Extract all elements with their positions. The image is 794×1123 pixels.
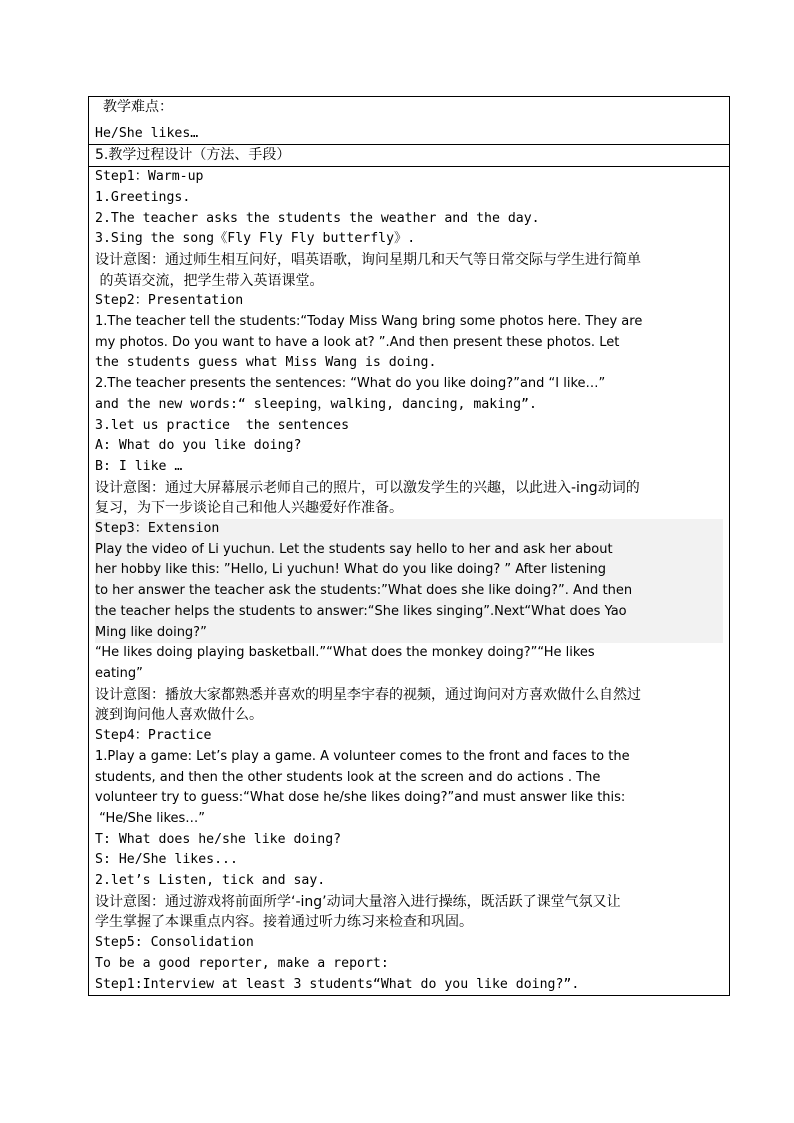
design-intent-line: 的英语交流，把学生带入英语课堂。	[95, 272, 324, 289]
body-line: 3.Sing the song《Fly Fly Fly butterfly》.	[95, 231, 416, 247]
body-line: volunteer try to guess:“What dose he/she likes doing?”and must answer like this:	[95, 790, 626, 806]
body-line: the teacher helps the students to answer:“She likes singing”.Next“What does Yao	[95, 603, 627, 619]
document-page	[88, 96, 730, 996]
body-line: 1.Greetings.	[95, 189, 191, 205]
body-line: the students guess what Miss Wang is doing.	[95, 355, 437, 371]
design-intent-line: 设计意图：通过大屏幕展示老师自己的照片，可以激发学生的兴趣，以此进入-ing动词的	[95, 479, 640, 496]
body-line: Ming like doing?”	[95, 624, 207, 640]
design-intent-line: 复习，为下一步谈论自己和他人兴趣爱好作准备。	[95, 500, 403, 517]
body-line: eating”	[95, 665, 143, 681]
body-line: 2.The teacher presents the sentences: “What do you like doing?”and “I like…”	[95, 376, 606, 392]
body-line: my photos. Do you want to have a look at? ”.And then present these photos. Let	[95, 334, 620, 350]
body-line: Play the video of Li yuchun. Let the students say hello to her and ask her about	[95, 541, 613, 557]
process-heading-row	[89, 145, 730, 167]
body-line: B: I like …	[95, 458, 183, 474]
body-line: To be a good reporter, make a report:	[95, 955, 389, 971]
body-line: 3.let us practice the sentences	[95, 417, 350, 433]
design-intent-line: 设计意图：播放大家都熟悉并喜欢的明星李宇春的视频，通过询问对方喜欢做什么自然过	[95, 686, 641, 703]
difficulty-heading: 教学难点：	[103, 99, 173, 115]
step1-heading: Step1：Warm-up	[95, 169, 204, 185]
body-line: 1.Play a game: Let’s play a game. A volunteer comes to the front and faces to the	[95, 748, 630, 764]
difficulty-content: He/She likes…	[95, 125, 199, 141]
process-body-cell	[89, 167, 730, 996]
body-line: “He/She likes…”	[95, 810, 206, 826]
difficulty-row	[89, 97, 730, 145]
body-line: S: He/She likes...	[95, 852, 238, 868]
body-line: 2.The teacher asks the students the weather and the day.	[95, 210, 540, 226]
design-intent-line: 学生掌握了本课重点内容。接着通过听力练习来检查和巩固。	[95, 914, 473, 931]
step3-shaded-block	[95, 519, 723, 643]
difficulty-cell	[89, 97, 730, 145]
body-line: her hobby like this: ”Hello, Li yuchun! What do you like doing? ” After listening	[95, 562, 607, 578]
body-line: 1.The teacher tell the students:“Today Miss Wang bring some photos here. They are	[95, 314, 643, 330]
process-heading-cell	[89, 145, 730, 167]
body-line: and the new words:“ sleeping，walking, dancing, making”.	[95, 396, 537, 412]
step5-heading: Step5: Consolidation	[95, 935, 254, 951]
step3-heading: Step3：Extension	[95, 521, 220, 537]
lesson-plan-table	[88, 96, 730, 996]
body-line: students, and then the other students look at the screen and do actions . The	[95, 769, 601, 785]
body-line: A: What do you like doing?	[95, 438, 302, 454]
process-heading: 5.教学过程设计（方法、手段）	[95, 147, 291, 164]
design-intent-line: 设计意图：通过师生相互问好，唱英语歌，询问星期几和天气等日常交际与学生进行简单	[95, 251, 641, 268]
body-line: to her answer the teacher ask the students:”What does she like doing?”. And then	[95, 583, 633, 599]
process-body-row	[89, 167, 730, 996]
step4-heading: Step4：Practice	[95, 728, 212, 744]
body-line: 2.let’s Listen, tick and say.	[95, 873, 326, 889]
design-intent-line: 设计意图：通过游戏将前面所学‘-ing’动词大量溶入进行操练，既活跃了课堂气氛又让	[95, 893, 621, 910]
step2-heading: Step2：Presentation	[95, 293, 244, 309]
body-line: “He likes doing playing basketball.”“What does the monkey doing?”“He likes	[95, 645, 595, 661]
body-line: T: What does he/she like doing?	[95, 831, 342, 847]
design-intent-line: 渡到询问他人喜欢做什么。	[95, 707, 263, 724]
body-line: Step1:Interview at least 3 students“What do you like doing?”.	[95, 976, 580, 992]
